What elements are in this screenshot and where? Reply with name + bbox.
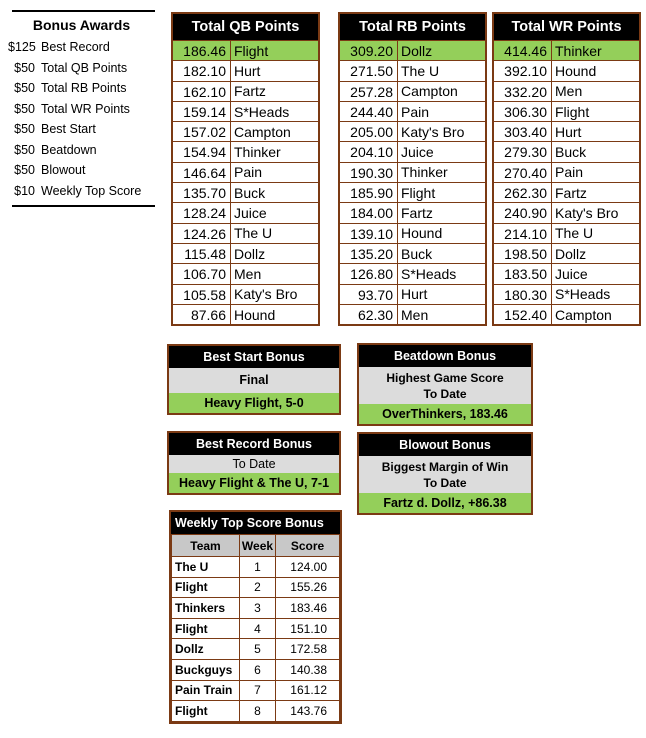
team-name: Fartz [401, 205, 433, 222]
points-value: 262.30 [494, 183, 552, 202]
team-name: Katy's Bro [234, 286, 298, 303]
weekly-week: 7 [240, 680, 276, 701]
weekly-team: Dollz [172, 639, 240, 660]
award-label: Best Record [41, 40, 110, 55]
weekly-grid [171, 534, 340, 722]
points-value: 204.10 [340, 142, 398, 161]
weekly-team: Flight [172, 701, 240, 722]
wr-row [494, 243, 639, 263]
points-value: 135.70 [173, 183, 231, 202]
rb-row [340, 263, 485, 283]
table-row [172, 659, 340, 680]
qb-row [173, 141, 318, 161]
points-value: 152.40 [494, 305, 552, 324]
points-value: 392.10 [494, 61, 552, 80]
points-value: 135.20 [340, 244, 398, 263]
team-name: Campton [401, 83, 458, 100]
points-value: 214.10 [494, 224, 552, 243]
qb-row [173, 263, 318, 283]
award-amount: $50 [14, 81, 35, 96]
wr-row [494, 81, 639, 101]
awards-title: Bonus Awards [32, 17, 131, 33]
weekly-score: 151.10 [276, 618, 340, 639]
award-row [8, 37, 155, 58]
points-value: 190.30 [340, 163, 398, 182]
wr-row [494, 121, 639, 141]
weekly-score: 161.12 [276, 680, 340, 701]
team-name: Thinker [555, 42, 602, 59]
qb-table-title: Total QB Points [173, 14, 318, 40]
points-value: 270.40 [494, 163, 552, 182]
table-row [172, 680, 340, 701]
rb-row [340, 284, 485, 304]
team-name: The U [555, 225, 594, 242]
blowout-subtitle-date: To Date [423, 476, 467, 490]
best-start-title: Best Start Bonus [169, 346, 339, 368]
points-value: 182.10 [173, 61, 231, 80]
wr-row [494, 223, 639, 243]
bonus-awards-panel [8, 10, 155, 207]
team-name: Katy's Bro [401, 123, 465, 140]
award-row [8, 140, 155, 161]
qb-points-table [171, 12, 320, 326]
award-label: Total WR Points [41, 101, 130, 116]
table-row [172, 598, 340, 619]
weekly-team: Flight [172, 577, 240, 598]
points-value: 198.50 [494, 244, 552, 263]
team-name: Hurt [555, 123, 582, 140]
weekly-team: Thinkers [172, 598, 240, 619]
wr-table-title: Total WR Points [494, 14, 639, 40]
weekly-team: Buckguys [172, 659, 240, 680]
team-name: S*Heads [401, 265, 457, 282]
wr-row [494, 304, 639, 324]
rb-row [340, 60, 485, 80]
team-name: The U [401, 62, 440, 79]
beatdown-subtitle-block [359, 367, 531, 404]
points-value: 162.10 [173, 82, 231, 101]
qb-row [173, 162, 318, 182]
team-name: Juice [555, 265, 588, 282]
team-name: Flight [401, 184, 436, 201]
rb-table-title: Total RB Points [340, 14, 485, 40]
team-name: Hound [555, 62, 597, 79]
weekly-week: 1 [240, 557, 276, 578]
rb-row [340, 304, 485, 324]
award-amount: $50 [14, 163, 35, 178]
beatdown-title: Beatdown Bonus [359, 345, 531, 367]
weekly-week: 6 [240, 659, 276, 680]
wr-row [494, 141, 639, 161]
weekly-week: 3 [240, 598, 276, 619]
team-name: Buck [401, 245, 433, 262]
qb-row [173, 202, 318, 222]
award-amount: $50 [14, 60, 35, 75]
table-row [172, 701, 340, 722]
team-name: Pain [401, 103, 430, 120]
rb-row [340, 121, 485, 141]
points-value: 105.58 [173, 285, 231, 304]
points-value: 146.64 [173, 163, 231, 182]
weekly-col-team: Team [172, 535, 240, 557]
rb-row [340, 162, 485, 182]
weekly-week: 5 [240, 639, 276, 660]
points-value: 128.24 [173, 203, 231, 222]
team-name: S*Heads [555, 286, 611, 303]
weekly-team: Pain Train [172, 680, 240, 701]
wr-row [494, 182, 639, 202]
weekly-score: 143.76 [276, 701, 340, 722]
blowout-subtitle-block [359, 456, 531, 493]
best-record-subtitle: To Date [169, 455, 339, 473]
points-value: 414.46 [494, 41, 552, 60]
team-name: Buck [555, 144, 587, 161]
weekly-week: 4 [240, 618, 276, 639]
points-value: 279.30 [494, 142, 552, 161]
points-value: 106.70 [173, 264, 231, 283]
blowout-title: Blowout Bonus [359, 434, 531, 456]
weekly-score: 124.00 [276, 557, 340, 578]
weekly-top-score-table [169, 510, 342, 724]
team-name: Hound [234, 306, 276, 323]
award-label: Total QB Points [41, 60, 128, 75]
table-row [172, 639, 340, 660]
award-row [8, 99, 155, 120]
weekly-team: The U [172, 557, 240, 578]
wr-row [494, 284, 639, 304]
wr-points-table [492, 12, 641, 326]
points-value: 139.10 [340, 224, 398, 243]
team-name: Thinker [234, 144, 281, 161]
points-value: 62.30 [340, 305, 398, 324]
points-value: 124.26 [173, 224, 231, 243]
points-value: 271.50 [340, 61, 398, 80]
team-name: Campton [234, 123, 291, 140]
blowout-subtitle: Biggest Margin of Win [381, 460, 509, 474]
beatdown-subtitle-date: To Date [423, 387, 467, 401]
award-amount: $50 [14, 101, 35, 116]
wr-row [494, 202, 639, 222]
table-row [172, 618, 340, 639]
blowout-bonus-box [357, 432, 533, 515]
best-start-value: Heavy Flight, 5-0 [169, 393, 339, 413]
best-record-bonus-box [167, 431, 341, 495]
rb-row [340, 182, 485, 202]
qb-row [173, 121, 318, 141]
team-name: Campton [555, 306, 612, 323]
weekly-title: Weekly Top Score Bonus [171, 512, 340, 534]
team-name: Juice [401, 144, 434, 161]
rb-row [340, 223, 485, 243]
awards-bottom-rule [12, 205, 155, 207]
award-row [8, 160, 155, 181]
points-value: 205.00 [340, 122, 398, 141]
rb-row [340, 81, 485, 101]
qb-row [173, 60, 318, 80]
weekly-week: 8 [240, 701, 276, 722]
best-start-bonus-box [167, 344, 341, 415]
points-value: 185.90 [340, 183, 398, 202]
points-value: 183.50 [494, 264, 552, 283]
points-value: 309.20 [340, 41, 398, 60]
team-name: Buck [234, 184, 266, 201]
team-name: Pain [555, 164, 584, 181]
wr-row [494, 162, 639, 182]
points-value: 157.02 [173, 122, 231, 141]
blowout-value: Fartz d. Dollz, +86.38 [359, 493, 531, 513]
team-name: Flight [234, 42, 269, 59]
points-value: 87.66 [173, 305, 231, 324]
award-label: Best Start [41, 122, 96, 137]
rb-row [340, 141, 485, 161]
qb-row [173, 81, 318, 101]
table-row [172, 577, 340, 598]
weekly-score: 155.26 [276, 577, 340, 598]
points-value: 126.80 [340, 264, 398, 283]
wr-row [494, 263, 639, 283]
qb-row [173, 223, 318, 243]
award-label: Beatdown [41, 142, 97, 157]
team-name: Thinker [401, 164, 448, 181]
beatdown-subtitle: Highest Game Score [386, 371, 504, 385]
award-label: Weekly Top Score [41, 183, 142, 198]
points-value: 154.94 [173, 142, 231, 161]
qb-row [173, 304, 318, 324]
team-name: Hurt [234, 62, 261, 79]
best-start-subtitle: Final [169, 368, 339, 393]
team-name: S*Heads [234, 103, 290, 120]
points-value: 159.14 [173, 102, 231, 121]
weekly-score: 172.58 [276, 639, 340, 660]
points-value: 240.90 [494, 203, 552, 222]
award-row [8, 119, 155, 140]
weekly-score: 183.46 [276, 598, 340, 619]
weekly-week: 2 [240, 577, 276, 598]
points-value: 180.30 [494, 285, 552, 304]
team-name: The U [234, 225, 273, 242]
weekly-col-score: Score [276, 535, 340, 557]
points-value: 257.28 [340, 82, 398, 101]
award-amount: $125 [8, 40, 36, 55]
team-name: Katy's Bro [555, 205, 619, 222]
award-row [8, 181, 155, 202]
rb-row [340, 202, 485, 222]
team-name: Dollz [555, 245, 587, 262]
team-name: Fartz [234, 83, 266, 100]
qb-row [173, 243, 318, 263]
team-name: Dollz [234, 245, 266, 262]
qb-row [173, 182, 318, 202]
points-value: 93.70 [340, 285, 398, 304]
qb-row [173, 101, 318, 121]
team-name: Juice [234, 205, 267, 222]
best-record-value: Heavy Flight & The U, 7-1 [169, 473, 339, 493]
weekly-score: 140.38 [276, 659, 340, 680]
team-name: Hound [401, 225, 443, 242]
wr-row [494, 40, 639, 60]
team-name: Fartz [555, 184, 587, 201]
weekly-col-week: Week [240, 535, 276, 557]
team-name: Hurt [401, 286, 428, 303]
rb-row [340, 101, 485, 121]
award-amount: $50 [14, 142, 35, 157]
best-record-title: Best Record Bonus [169, 433, 339, 455]
award-amount: $10 [14, 183, 35, 198]
points-value: 184.00 [340, 203, 398, 222]
points-value: 306.30 [494, 102, 552, 121]
wr-row [494, 60, 639, 80]
points-value: 244.40 [340, 102, 398, 121]
award-row [8, 78, 155, 99]
qb-row [173, 40, 318, 60]
qb-row [173, 284, 318, 304]
points-value: 303.40 [494, 122, 552, 141]
wr-row [494, 101, 639, 121]
award-amount: $50 [14, 122, 35, 137]
team-name: Men [401, 306, 429, 323]
rb-row [340, 243, 485, 263]
team-name: Flight [555, 103, 590, 120]
weekly-team: Flight [172, 618, 240, 639]
team-name: Men [555, 83, 583, 100]
beatdown-bonus-box [357, 343, 533, 426]
weekly-header-row [172, 535, 340, 557]
table-row [172, 557, 340, 578]
points-value: 186.46 [173, 41, 231, 60]
points-value: 115.48 [173, 244, 231, 263]
rb-points-table [338, 12, 487, 326]
award-label: Total RB Points [41, 81, 127, 96]
beatdown-value: OverThinkers, 183.46 [359, 404, 531, 424]
award-row [8, 58, 155, 79]
rb-row [340, 40, 485, 60]
team-name: Pain [234, 164, 263, 181]
award-label: Blowout [41, 163, 86, 178]
team-name: Dollz [401, 42, 433, 59]
points-value: 332.20 [494, 82, 552, 101]
team-name: Men [234, 265, 262, 282]
